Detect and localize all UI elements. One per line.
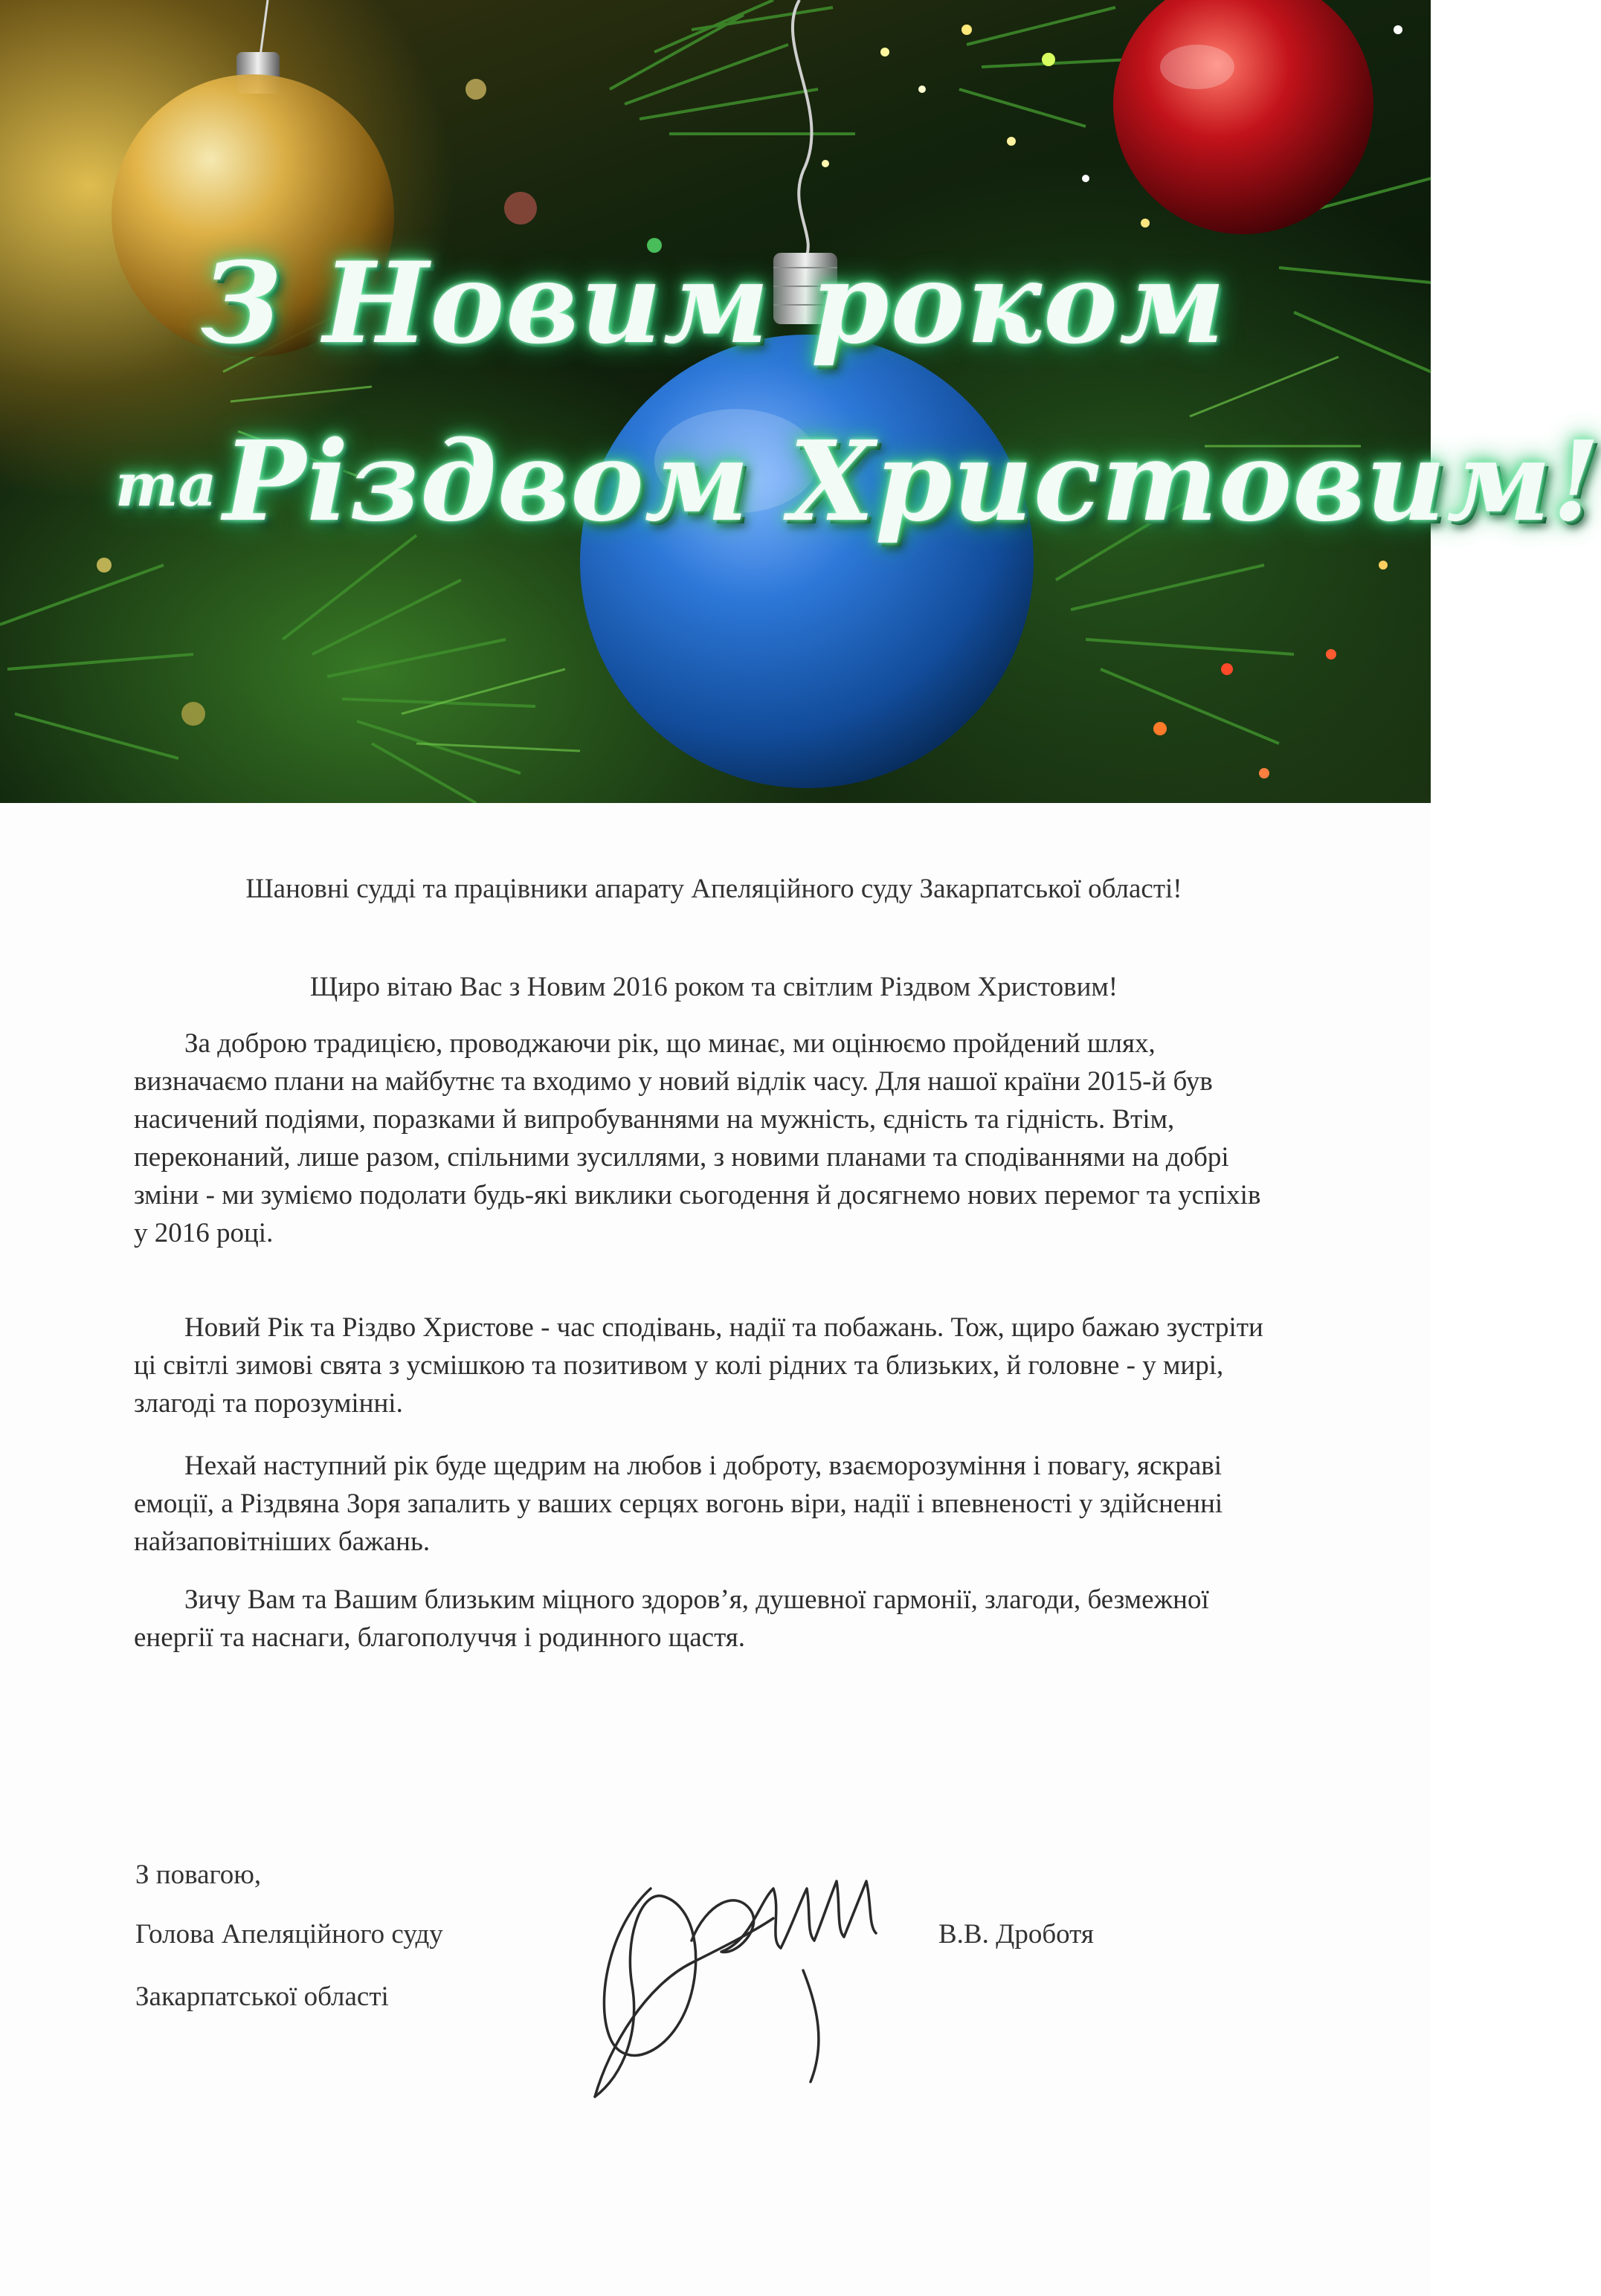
handwritten-signature bbox=[580, 1859, 892, 2104]
banner-artwork bbox=[0, 0, 1431, 803]
greeting-banner bbox=[0, 0, 1601, 803]
banner-title-conjunction: та bbox=[115, 450, 217, 520]
letter-paragraph: Зичу Вам та Вашим близьким міцного здоров’я, душевної гармонії, злагоди, безмежної енергії та наснаги, благополуччя і родинного щастя. bbox=[134, 1584, 1209, 1653]
signer-position-line1: Голова Апеляційного суду bbox=[135, 1919, 443, 1950]
letter-wish: Щиро вітаю Вас з Новим 2016 роком та світлим Різдвом Христовим! bbox=[309, 972, 1118, 1002]
letter-paragraph: Нехай наступний рік буде щедрим на любов і доброту, взаєморозуміння і повагу, яскраві емоції, а Різдвяна Зоря запалить у ваших серцях вогонь віри, надії і впевненості у здійсненні найзаповітніших бажань. bbox=[134, 1451, 1223, 1557]
signer-name: В.В. Дроботя bbox=[938, 1919, 1094, 1950]
letter-paragraph: За доброю традицією, проводжаючи рік, що минає, ми оцінюємо пройдений шлях, визначаємо плани на майбутнє та входимо у новий відлік часу. Для нашої країни 2015-й був насичений подіями, поразками й випробуваннями на мужність, єдність та гідність. Втім, переконаний, лише разом, спільними зусиллями, з новими планами та сподіваннями на добрі зміни - ми зуміємо подолати будь-які виклики сьогодення й досягнемо нових перемог та успіхів у 2016 році. bbox=[134, 1028, 1261, 1248]
letter-paragraph: Новий Рік та Різдво Христове - час сподівань, надії та побажань. Тож, щиро бажаю зустріти ці світлі зимові свята з усмішкою та позитивом у колі рідних та близьких, й головне - у мирі, злагоді та порозумінні. bbox=[134, 1312, 1263, 1419]
banner-title-line2: Різдвом Христовим! bbox=[223, 416, 1601, 546]
letter-salutation: Шановні судді та працівники апарату Апеляційного суду Закарпатської області! bbox=[245, 874, 1182, 904]
greeting-letter bbox=[0, 803, 1431, 2296]
signer-position-line2: Закарпатської області bbox=[135, 1981, 389, 2012]
banner-title-line1: З Новим роком bbox=[201, 238, 1227, 369]
red-ornament bbox=[1113, 0, 1373, 234]
letter-closing: З повагою, bbox=[135, 1860, 262, 1890]
